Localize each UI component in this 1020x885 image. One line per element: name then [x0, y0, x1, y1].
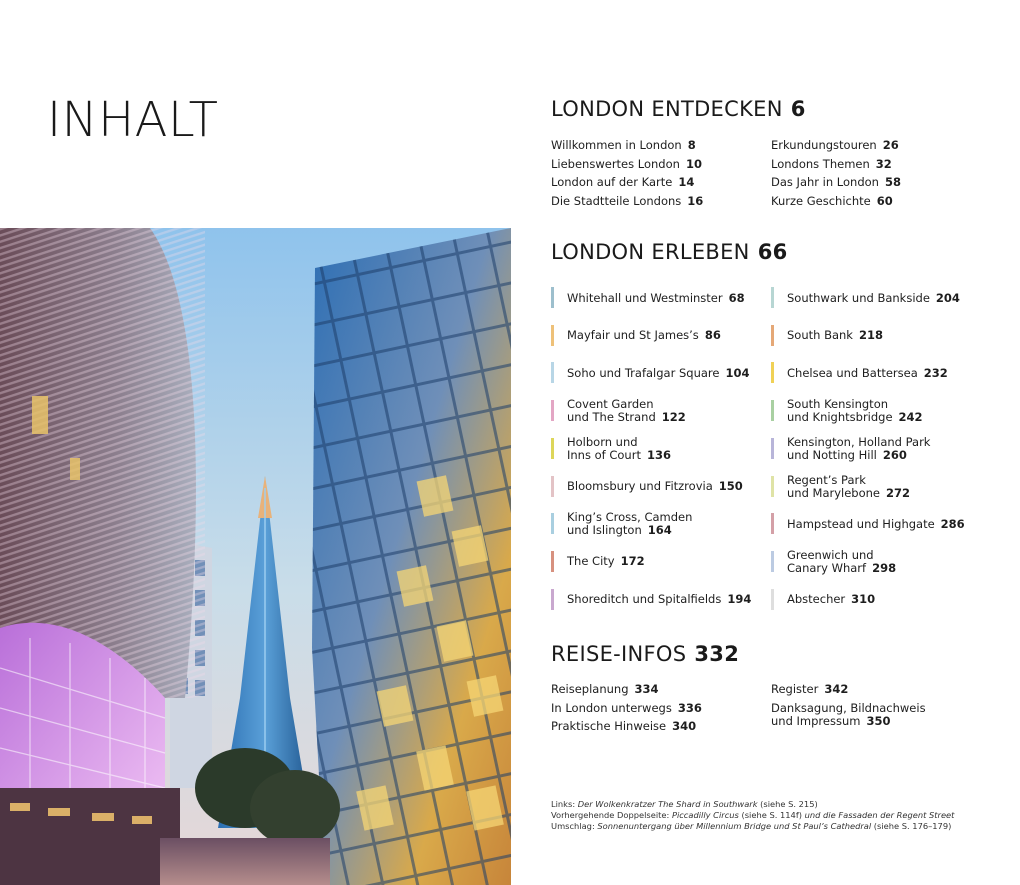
region-page: 218	[858, 328, 883, 343]
region-label: The City	[567, 554, 615, 569]
region-label: Shoreditch und Spitalfields	[567, 592, 722, 607]
region-color-bar	[771, 589, 774, 610]
toc-entry[interactable]: Register 342	[771, 682, 849, 696]
region-entry[interactable]	[551, 436, 671, 462]
region-text	[787, 549, 896, 575]
region-page: 310	[851, 592, 876, 607]
region-text	[567, 480, 743, 493]
region-text	[787, 292, 960, 305]
region-text	[567, 436, 671, 462]
section-title-reiseinfos-label: REISE-INFOS	[551, 642, 687, 666]
region-entry[interactable]	[771, 549, 896, 575]
region-color-bar	[551, 438, 554, 459]
toc-reiseinfos-left	[551, 680, 702, 736]
region-text	[787, 367, 948, 380]
region-entry[interactable]	[551, 549, 645, 575]
region-color-bar	[771, 287, 774, 308]
toc-entry[interactable]: Willkommen in London 8	[551, 138, 696, 152]
toc-reiseinfos-right	[771, 680, 926, 728]
region-entry[interactable]	[551, 398, 686, 424]
region-entry[interactable]	[771, 474, 910, 500]
region-text	[567, 593, 751, 606]
region-label: Southwark und Bankside	[787, 290, 930, 305]
region-page: 232	[923, 365, 948, 380]
toc-entry[interactable]: Liebenswertes London 10	[551, 156, 702, 171]
region-page: 122	[661, 410, 686, 425]
region-entry[interactable]	[771, 360, 948, 386]
region-color-bar	[551, 589, 554, 610]
region-label: Soho und Trafalgar Square	[567, 365, 720, 380]
region-text	[787, 329, 883, 342]
region-entry[interactable]	[551, 587, 751, 613]
region-label: South Bank	[787, 328, 853, 343]
toc-entdecken-left	[551, 136, 703, 210]
region-color-bar	[551, 513, 554, 534]
region-entry[interactable]	[771, 587, 875, 613]
region-page: 164	[647, 523, 672, 538]
region-page: 104	[725, 365, 750, 380]
region-label: King’s Cross, Camden und Islington	[567, 510, 693, 538]
region-color-bar	[551, 400, 554, 421]
region-text	[567, 329, 721, 342]
toc-entry[interactable]: Kurze Geschichte 60	[771, 193, 893, 208]
region-label: Mayfair und St James’s	[567, 328, 699, 343]
caption-previous-spread: Vorhergehende Doppelseite: Piccadilly Circus (siehe S. 114f) und die Fassaden der Regent Street	[551, 810, 955, 821]
region-color-bar	[551, 551, 554, 572]
region-text	[787, 474, 910, 500]
section-title-entdecken-label: LONDON ENTDECKEN	[551, 97, 783, 121]
region-entry[interactable]	[551, 360, 749, 386]
region-entry[interactable]	[771, 285, 960, 311]
section-title-entdecken	[551, 97, 806, 121]
region-entry[interactable]	[551, 511, 692, 537]
region-label: Whitehall und Westminster	[567, 290, 723, 305]
section-title-erleben-page: 66	[757, 240, 788, 264]
region-page: 260	[882, 447, 907, 462]
section-title-erleben-label: LONDON ERLEBEN	[551, 240, 750, 264]
region-page: 68	[728, 290, 745, 305]
region-text	[567, 367, 749, 380]
region-entry[interactable]	[551, 323, 721, 349]
region-text	[567, 511, 692, 537]
section-title-reiseinfos	[551, 642, 739, 666]
region-color-bar	[551, 476, 554, 497]
region-color-bar	[771, 513, 774, 534]
toc-entry[interactable]: Londons Themen 32	[771, 156, 892, 171]
region-color-bar	[771, 325, 774, 346]
toc-entry[interactable]: Praktische Hinweise 340	[551, 719, 697, 734]
section-title-erleben	[551, 240, 788, 264]
picture-captions	[551, 799, 954, 833]
region-text	[567, 292, 745, 305]
region-color-bar	[771, 476, 774, 497]
region-page: 172	[620, 554, 645, 569]
region-label: Regent’s Park und Marylebone	[787, 472, 881, 500]
region-entry[interactable]	[771, 511, 965, 537]
region-text	[787, 398, 923, 424]
region-page: 242	[898, 410, 923, 425]
toc-entry[interactable]: Reiseplanung 334	[551, 682, 659, 696]
toc-entry[interactable]: London auf der Karte 14	[551, 175, 695, 190]
region-page: 136	[646, 447, 671, 462]
region-text	[567, 555, 645, 568]
region-label: Holborn und Inns of Court	[567, 434, 641, 462]
shard-photo	[0, 228, 511, 885]
region-entry[interactable]	[551, 285, 745, 311]
region-text	[787, 518, 965, 531]
region-page: 194	[727, 592, 752, 607]
region-page: 272	[886, 485, 911, 500]
toc-entry[interactable]: Danksagung, Bildnachweis und Impressum 350	[771, 700, 926, 728]
section-title-reiseinfos-page: 332	[694, 642, 740, 666]
region-page: 298	[872, 560, 897, 575]
region-text	[787, 436, 930, 462]
region-color-bar	[771, 438, 774, 459]
toc-entdecken-right	[771, 136, 901, 210]
region-color-bar	[771, 551, 774, 572]
region-color-bar	[551, 287, 554, 308]
region-entry[interactable]	[771, 398, 923, 424]
region-page: 86	[704, 328, 721, 343]
region-text	[787, 593, 875, 606]
region-entry[interactable]	[551, 474, 743, 500]
region-color-bar	[551, 362, 554, 383]
region-label: Kensington, Holland Park und Notting Hill	[787, 434, 931, 462]
region-label: South Kensington und Knightsbridge	[787, 397, 893, 425]
page-title: INHALT	[47, 92, 219, 148]
region-color-bar	[771, 400, 774, 421]
toc-entry[interactable]: Das Jahr in London 58	[771, 175, 901, 190]
region-page: 150	[718, 479, 743, 493]
region-label: Chelsea und Battersea	[787, 365, 918, 380]
region-entry[interactable]	[771, 436, 930, 462]
region-page: 204	[935, 290, 960, 305]
region-page: 286	[940, 516, 965, 531]
caption-left: Links: Der Wolkenkratzer The Shard in Southwark (siehe S. 215)	[551, 799, 818, 809]
region-color-bar	[771, 362, 774, 383]
region-text	[567, 398, 686, 424]
toc-entry[interactable]: In London unterwegs 336	[551, 700, 702, 715]
region-label: Hampstead und Highgate	[787, 516, 935, 531]
toc-entry[interactable]: Die Stadtteile Londons 16	[551, 193, 704, 208]
region-label: Bloomsbury und Fitzrovia	[567, 479, 713, 493]
region-entry[interactable]	[771, 323, 883, 349]
region-color-bar	[551, 325, 554, 346]
region-label: Greenwich und Canary Wharf	[787, 547, 874, 575]
section-title-entdecken-page: 6	[790, 97, 806, 121]
region-label: Abstecher	[787, 592, 846, 607]
region-label: Covent Garden und The Strand	[567, 397, 656, 425]
caption-cover: Umschlag: Sonnenuntergang über Millennium Bridge und St Paul’s Cathedral (siehe S. 176–179)	[551, 821, 952, 832]
toc-entry[interactable]: Erkundungstouren 26	[771, 138, 899, 152]
